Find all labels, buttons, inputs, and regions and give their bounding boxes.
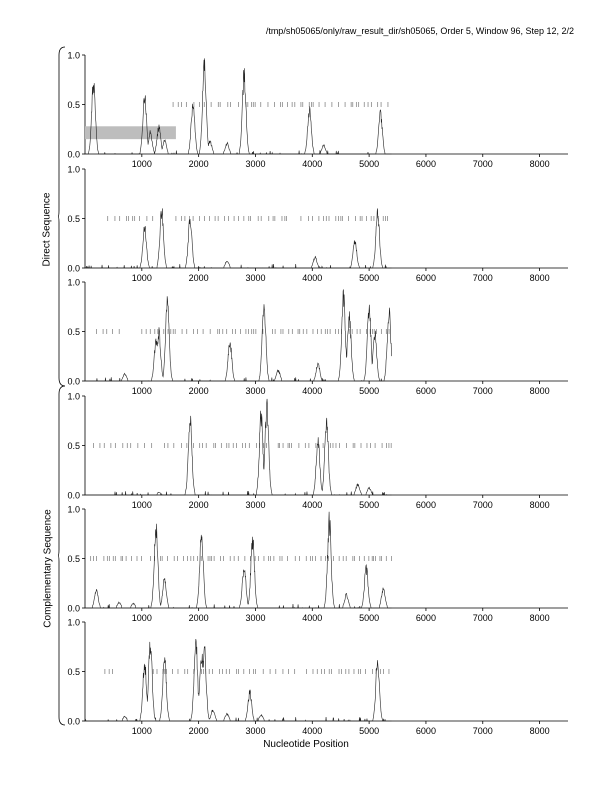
y-tick-label: 0.0 <box>67 263 80 274</box>
x-tick-label: 5000 <box>359 613 380 623</box>
x-tick-label: 3000 <box>245 613 266 623</box>
y-tick-label: 1.0 <box>67 391 80 402</box>
x-tick-label: 7000 <box>472 386 493 396</box>
x-tick-label: 5000 <box>359 386 380 396</box>
x-tick-label: 3000 <box>245 500 266 510</box>
x-tick-label: 2000 <box>188 726 209 736</box>
group-label-complementary: Complementary Sequence <box>42 509 54 628</box>
x-tick-label: 1000 <box>131 386 152 396</box>
x-tick-label: 6000 <box>415 500 436 510</box>
x-tick-label: 3000 <box>245 726 266 736</box>
x-tick-label: 8000 <box>529 159 550 169</box>
x-tick-label: 4000 <box>302 613 323 623</box>
x-tick-label: 4000 <box>302 500 323 510</box>
x-tick-label: 8000 <box>529 273 550 283</box>
x-tick-label: 4000 <box>302 386 323 396</box>
y-tick-label: 1.0 <box>67 50 80 61</box>
x-tick-label: 1000 <box>131 500 152 510</box>
x-tick-label: 4000 <box>302 159 323 169</box>
x-tick-label: 6000 <box>415 159 436 169</box>
panel-axes <box>85 396 568 495</box>
x-tick-label: 2000 <box>188 500 209 510</box>
y-tick-label: 1.0 <box>67 164 80 175</box>
x-tick-label: 6000 <box>415 726 436 736</box>
x-tick-label: 5000 <box>359 726 380 736</box>
x-tick-label: 5000 <box>359 500 380 510</box>
x-tick-label: 3000 <box>245 386 266 396</box>
y-tick-label: 0.5 <box>67 327 80 337</box>
x-tick-label: 6000 <box>415 613 436 623</box>
x-tick-label: 2000 <box>188 386 209 396</box>
y-tick-label: 0.5 <box>67 554 80 564</box>
x-tick-label: 7000 <box>472 500 493 510</box>
y-tick-label: 0.5 <box>67 100 80 110</box>
chart-header-title: /tmp/sh05065/only/raw_result_dir/sh05065, Order 5, Window 96, Step 12, 2/2 <box>265 26 574 36</box>
y-tick-label: 0.0 <box>67 716 80 727</box>
x-tick-label: 8000 <box>529 500 550 510</box>
x-tick-label: 8000 <box>529 726 550 736</box>
x-tick-label: 6000 <box>415 386 436 396</box>
y-tick-label: 1.0 <box>67 504 80 515</box>
x-tick-label: 6000 <box>415 273 436 283</box>
x-tick-label: 5000 <box>359 273 380 283</box>
x-tick-label: 4000 <box>302 273 323 283</box>
panel-axes <box>85 282 568 381</box>
y-tick-label: 0.5 <box>67 214 80 224</box>
x-tick-label: 2000 <box>188 273 209 283</box>
series-line <box>85 639 392 721</box>
y-tick-label: 0.0 <box>67 149 80 160</box>
x-tick-label: 1000 <box>131 159 152 169</box>
panel-axes <box>85 622 568 721</box>
y-tick-label: 0.5 <box>67 441 80 451</box>
y-tick-label: 0.0 <box>67 490 80 501</box>
x-axis-label: Nucleotide Position <box>263 739 349 750</box>
x-tick-label: 7000 <box>472 159 493 169</box>
x-tick-label: 2000 <box>188 613 209 623</box>
y-tick-label: 0.0 <box>67 376 80 387</box>
y-tick-label: 0.5 <box>67 667 80 677</box>
group-label-direct: Direct Sequence <box>41 192 53 267</box>
brace-direct <box>58 47 65 386</box>
x-tick-label: 1000 <box>131 273 152 283</box>
x-tick-label: 8000 <box>529 386 550 396</box>
x-tick-label: 3000 <box>245 159 266 169</box>
y-tick-label: 0.0 <box>67 603 80 614</box>
x-tick-label: 3000 <box>245 273 266 283</box>
y-tick-label: 1.0 <box>67 277 80 288</box>
x-tick-label: 5000 <box>359 159 380 169</box>
x-tick-label: 2000 <box>188 159 209 169</box>
panel-axes <box>85 509 568 608</box>
brace-complementary <box>58 386 65 725</box>
x-tick-label: 4000 <box>302 726 323 736</box>
x-tick-label: 7000 <box>472 726 493 736</box>
x-tick-label: 7000 <box>472 273 493 283</box>
x-tick-label: 7000 <box>472 613 493 623</box>
series-line <box>85 289 392 381</box>
x-tick-label: 1000 <box>131 726 152 736</box>
x-tick-label: 1000 <box>131 613 152 623</box>
x-tick-label: 8000 <box>529 613 550 623</box>
y-tick-label: 1.0 <box>67 617 80 628</box>
highlight-region <box>85 126 176 139</box>
